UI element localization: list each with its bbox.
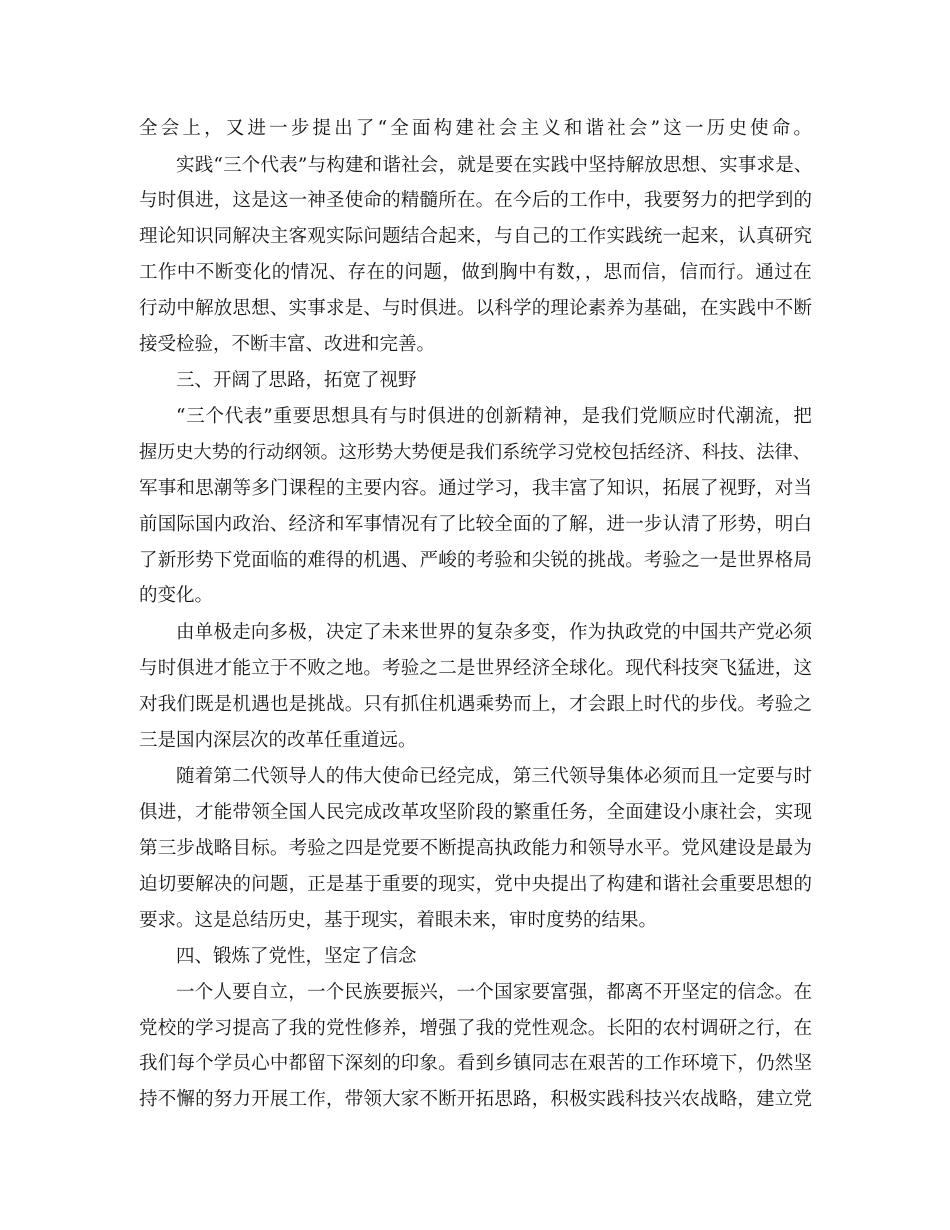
text-line: 对我们既是机遇也是挑战。只有抓住机遇乘势而上，才会跟上时代的步伐。考验之	[139, 694, 813, 715]
text-line: 了新形势下党面临的难得的机遇、严峻的考验和尖锐的挑战。考验之一是世界格局	[139, 550, 813, 571]
text-line: 的变化。	[139, 585, 214, 606]
text-line: 俱进，才能带领全国人民完成改革攻坚阶段的繁重任务，全面建设小康社会，实现	[139, 802, 813, 823]
paragraph-first-line: 实践“三个代表”与构建和谐社会，就是要在实践中坚持解放思想、实事求是、	[176, 155, 813, 176]
text-line: 握历史大势的行动纲领。这形势大势便是我们系统学习党校包括经济、科技、法律、	[139, 442, 811, 463]
text-line: 军事和思潮等多门课程的主要内容。通过学习，我丰富了知识，拓展了视野，对当	[139, 478, 813, 499]
text-line: 全会上，又进一步提出了“全面构建社会主义和谐社会”这一历史使命。	[139, 118, 816, 139]
text-line: 工作中不断变化的情况、存在的问题，做到胸中有数，，思而信，信而行。通过在	[139, 262, 813, 283]
text-line: 持不懈的努力开展工作，带领大家不断开拓思路，积极实践科技兴农战略，建立党	[139, 1089, 813, 1110]
paragraph-first-line: 一个人要自立，一个民族要振兴，一个国家要富强，都离不开坚定的信念。在	[176, 982, 813, 1003]
section-heading: 四、锻炼了党性，坚定了信念	[176, 946, 417, 967]
text-line: 与时俱进，这是这一神圣使命的精髓所在。在今后的工作中，我要努力的把学到的	[139, 190, 813, 211]
paragraph-first-line: 由单极走向多极，决定了未来世界的复杂多变，作为执政党的中国共产党必须	[176, 622, 813, 643]
text-line: 第三步战略目标。考验之四是党要不断提高执政能力和领导水平。党风建设是最为	[139, 838, 813, 859]
text-line: 三是国内深层次的改革任重道远。	[139, 730, 417, 751]
text-line: 接受检验，不断丰富、改进和完善。	[139, 334, 436, 355]
text-line: 迫切要解决的问题，正是基于重要的现实，党中央提出了构建和谐社会重要思想的	[139, 874, 813, 895]
text-line: 党校的学习提高了我的党性修养，增强了我的党性观念。长阳的农村调研之行，在	[139, 1018, 813, 1039]
text-line: 与时俱进才能立于不败之地。考验之二是世界经济全球化。现代科技突飞猛进，这	[139, 658, 813, 679]
paragraph-first-line: “三个代表”重要思想具有与时俱进的创新精神，是我们党顺应时代潮流，把	[176, 406, 813, 427]
paragraph-first-line: 随着第二代领导人的伟大使命已经完成，第三代领导集体必须而且一定要与时	[176, 766, 813, 787]
text-line: 我们每个学员心中都留下深刻的印象。看到乡镇同志在艰苦的工作环境下，仍然坚	[139, 1053, 813, 1074]
text-line: 要求。这是总结历史，基于现实，着眼未来，审时度势的结果。	[139, 910, 658, 931]
section-heading: 三、开阔了思路，拓宽了视野	[176, 370, 417, 391]
text-line: 前国际国内政治、经济和军事情况有了比较全面的了解，进一步认清了形势，明白	[139, 514, 813, 535]
text-line: 行动中解放思想、实事求是、与时俱进。以科学的理论素养为基础，在实践中不断	[139, 298, 813, 319]
text-line: 理论知识同解决主客观实际问题结合起来，与自己的工作实践统一起来，认真研究	[139, 226, 813, 247]
